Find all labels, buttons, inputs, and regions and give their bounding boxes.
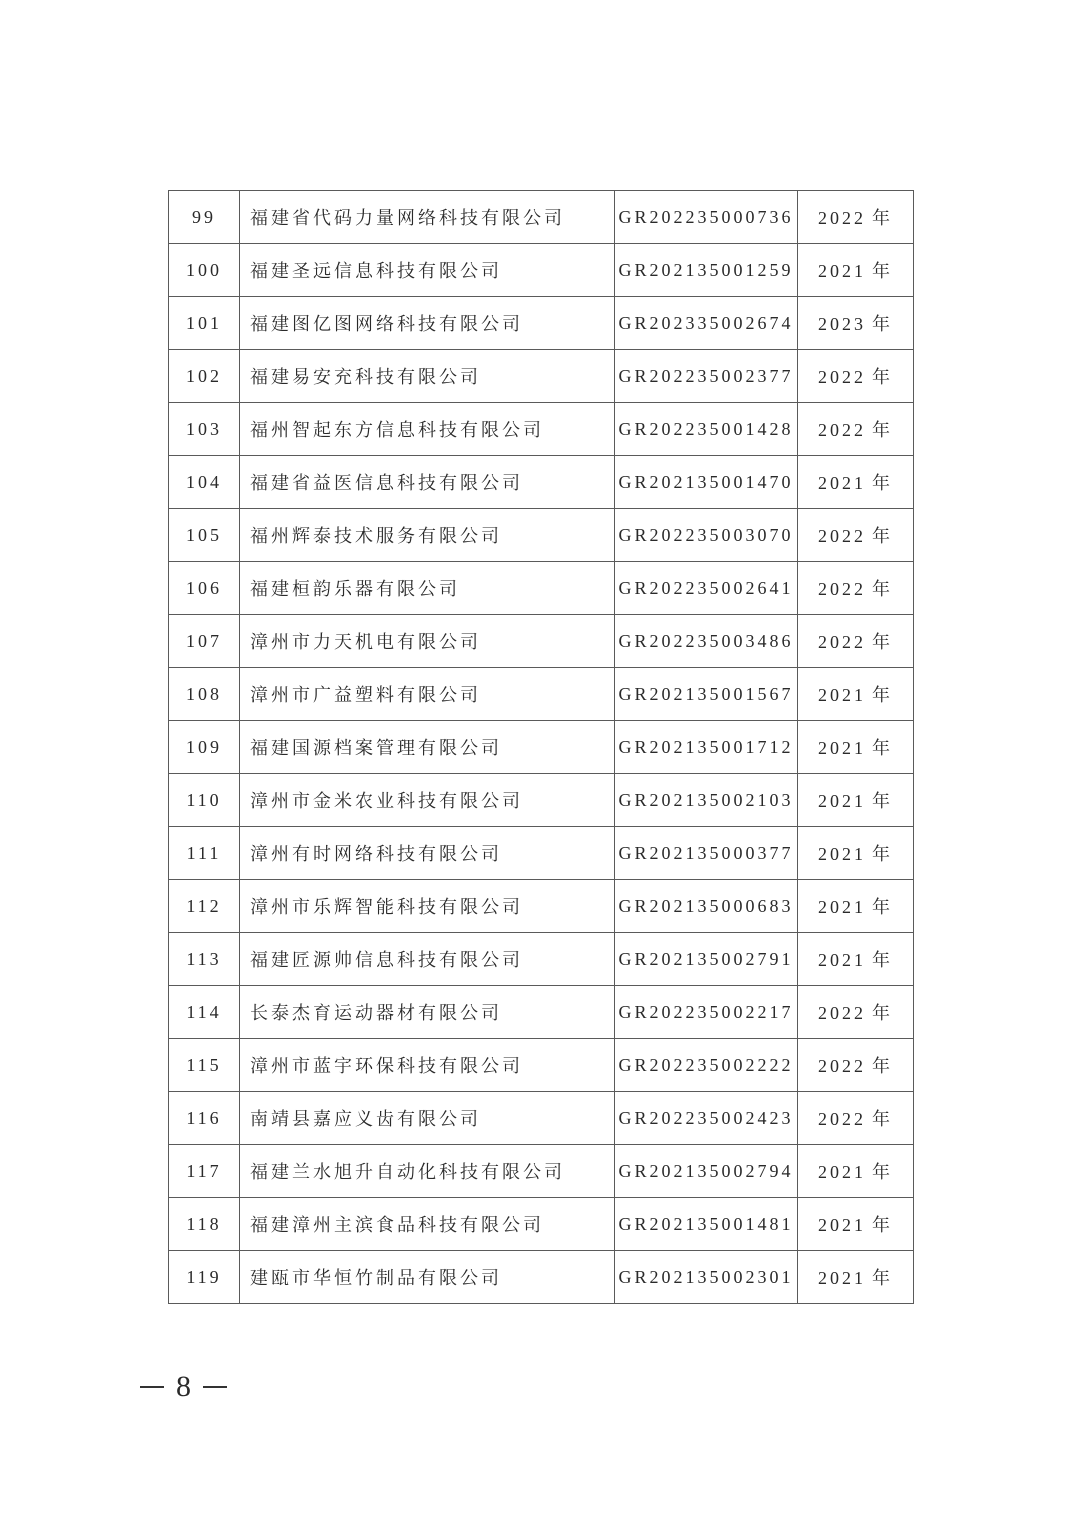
page-number: 8 [176, 1370, 191, 1403]
year-unit: 年 [872, 1268, 893, 1289]
company-name: 福建桓韵乐器有限公司 [240, 562, 615, 615]
row-index: 103 [169, 403, 240, 456]
year-unit: 年 [872, 685, 893, 706]
year-value: 2021 [818, 1162, 866, 1182]
certification-year [798, 350, 914, 403]
certification-year [798, 774, 914, 827]
year-unit: 年 [872, 261, 893, 282]
certification-year [798, 244, 914, 297]
certification-year [798, 1198, 914, 1251]
table-row [169, 721, 914, 774]
certification-year [798, 509, 914, 562]
company-name: 福州智起东方信息科技有限公司 [240, 403, 615, 456]
table-row [169, 1039, 914, 1092]
year-value: 2022 [818, 420, 866, 440]
table-row [169, 403, 914, 456]
certificate-number: GR202135002301 [615, 1251, 798, 1304]
row-index: 99 [169, 191, 240, 244]
table-body [169, 191, 914, 1304]
year-value: 2021 [818, 261, 866, 281]
year-value: 2022 [818, 1003, 866, 1023]
certificate-number: GR202135001470 [615, 456, 798, 509]
year-unit: 年 [872, 420, 893, 441]
certificate-number: GR202235002423 [615, 1092, 798, 1145]
year-value: 2021 [818, 1268, 866, 1288]
certification-year [798, 880, 914, 933]
certification-year [798, 668, 914, 721]
company-name: 漳州市力天机电有限公司 [240, 615, 615, 668]
company-name: 长泰杰育运动器材有限公司 [240, 986, 615, 1039]
table-row [169, 986, 914, 1039]
company-name: 福州辉泰技术服务有限公司 [240, 509, 615, 562]
company-name: 建瓯市华恒竹制品有限公司 [240, 1251, 615, 1304]
row-index: 108 [169, 668, 240, 721]
table-row [169, 827, 914, 880]
certificate-number: GR202135001567 [615, 668, 798, 721]
row-index: 116 [169, 1092, 240, 1145]
year-unit: 年 [872, 738, 893, 759]
year-unit: 年 [872, 897, 893, 918]
row-index: 110 [169, 774, 240, 827]
year-unit: 年 [872, 526, 893, 547]
certificate-number: GR202235002377 [615, 350, 798, 403]
certificate-number: GR202235002217 [615, 986, 798, 1039]
company-name: 福建省益医信息科技有限公司 [240, 456, 615, 509]
row-index: 107 [169, 615, 240, 668]
table-row [169, 562, 914, 615]
certification-year [798, 297, 914, 350]
company-name: 南靖县嘉应义齿有限公司 [240, 1092, 615, 1145]
company-name: 福建图亿图网络科技有限公司 [240, 297, 615, 350]
year-value: 2022 [818, 367, 866, 387]
table-row [169, 191, 914, 244]
year-unit: 年 [872, 367, 893, 388]
certification-year [798, 1092, 914, 1145]
certification-year [798, 721, 914, 774]
certification-year [798, 562, 914, 615]
table-row [169, 880, 914, 933]
certification-year [798, 615, 914, 668]
certificate-number: GR202135002791 [615, 933, 798, 986]
row-index: 112 [169, 880, 240, 933]
company-name: 漳州市金米农业科技有限公司 [240, 774, 615, 827]
table-row [169, 509, 914, 562]
year-unit: 年 [872, 844, 893, 865]
row-index: 106 [169, 562, 240, 615]
year-unit: 年 [872, 1003, 893, 1024]
year-value: 2022 [818, 579, 866, 599]
year-unit: 年 [872, 632, 893, 653]
year-value: 2023 [818, 314, 866, 334]
year-value: 2022 [818, 208, 866, 228]
company-name: 漳州市广益塑料有限公司 [240, 668, 615, 721]
certification-year [798, 1145, 914, 1198]
certificate-number: GR202235000736 [615, 191, 798, 244]
year-unit: 年 [872, 208, 893, 229]
year-value: 2021 [818, 685, 866, 705]
certificate-number: GR202135000683 [615, 880, 798, 933]
row-index: 105 [169, 509, 240, 562]
year-unit: 年 [872, 473, 893, 494]
certificate-number: GR202135002103 [615, 774, 798, 827]
company-name: 福建匠源帅信息科技有限公司 [240, 933, 615, 986]
certificate-number: GR202135000377 [615, 827, 798, 880]
certificate-number: GR202235002222 [615, 1039, 798, 1092]
company-name: 漳州市乐辉智能科技有限公司 [240, 880, 615, 933]
row-index: 111 [169, 827, 240, 880]
certificate-number: GR202235003070 [615, 509, 798, 562]
company-name: 漳州有时网络科技有限公司 [240, 827, 615, 880]
table-row [169, 774, 914, 827]
certificate-number: GR202135002794 [615, 1145, 798, 1198]
certification-year [798, 1251, 914, 1304]
year-unit: 年 [872, 579, 893, 600]
year-value: 2021 [818, 791, 866, 811]
table-row [169, 1251, 914, 1304]
company-name: 漳州市蓝宇环保科技有限公司 [240, 1039, 615, 1092]
year-value: 2021 [818, 473, 866, 493]
row-index: 104 [169, 456, 240, 509]
year-value: 2021 [818, 1215, 866, 1235]
year-unit: 年 [872, 314, 893, 335]
page-number-footer [140, 1370, 227, 1404]
left-dash [140, 1386, 164, 1388]
row-index: 101 [169, 297, 240, 350]
year-unit: 年 [872, 950, 893, 971]
row-index: 109 [169, 721, 240, 774]
year-value: 2022 [818, 526, 866, 546]
company-name: 福建兰水旭升自动化科技有限公司 [240, 1145, 615, 1198]
certification-year [798, 1039, 914, 1092]
company-name: 福建国源档案管理有限公司 [240, 721, 615, 774]
row-index: 117 [169, 1145, 240, 1198]
certificate-number: GR202235003486 [615, 615, 798, 668]
certificate-number: GR202135001481 [615, 1198, 798, 1251]
certification-year [798, 986, 914, 1039]
certification-year [798, 403, 914, 456]
year-value: 2022 [818, 1056, 866, 1076]
year-unit: 年 [872, 1056, 893, 1077]
row-index: 114 [169, 986, 240, 1039]
year-unit: 年 [872, 791, 893, 812]
table-row [169, 350, 914, 403]
table-row [169, 1145, 914, 1198]
table-row [169, 244, 914, 297]
company-name: 福建易安充科技有限公司 [240, 350, 615, 403]
company-name: 福建省代码力量网络科技有限公司 [240, 191, 615, 244]
certificate-number: GR202135001259 [615, 244, 798, 297]
certification-year [798, 456, 914, 509]
table-row [169, 615, 914, 668]
table-row [169, 1198, 914, 1251]
row-index: 113 [169, 933, 240, 986]
certificate-number: GR202235001428 [615, 403, 798, 456]
row-index: 115 [169, 1039, 240, 1092]
table-row [169, 668, 914, 721]
certification-year [798, 933, 914, 986]
year-value: 2021 [818, 950, 866, 970]
enterprise-roster-table [168, 190, 914, 1304]
table-row [169, 456, 914, 509]
year-unit: 年 [872, 1109, 893, 1130]
year-value: 2021 [818, 844, 866, 864]
year-value: 2021 [818, 738, 866, 758]
year-value: 2022 [818, 1109, 866, 1129]
certificate-number: GR202135001712 [615, 721, 798, 774]
year-unit: 年 [872, 1215, 893, 1236]
certificate-number: GR202335002674 [615, 297, 798, 350]
company-name: 福建漳州主滨食品科技有限公司 [240, 1198, 615, 1251]
company-name: 福建圣远信息科技有限公司 [240, 244, 615, 297]
certification-year [798, 827, 914, 880]
table-row [169, 933, 914, 986]
year-value: 2022 [818, 632, 866, 652]
year-value: 2021 [818, 897, 866, 917]
certification-year [798, 191, 914, 244]
table-row [169, 297, 914, 350]
row-index: 119 [169, 1251, 240, 1304]
row-index: 100 [169, 244, 240, 297]
certificate-number: GR202235002641 [615, 562, 798, 615]
row-index: 118 [169, 1198, 240, 1251]
year-unit: 年 [872, 1162, 893, 1183]
right-dash [203, 1386, 227, 1388]
table-row [169, 1092, 914, 1145]
row-index: 102 [169, 350, 240, 403]
